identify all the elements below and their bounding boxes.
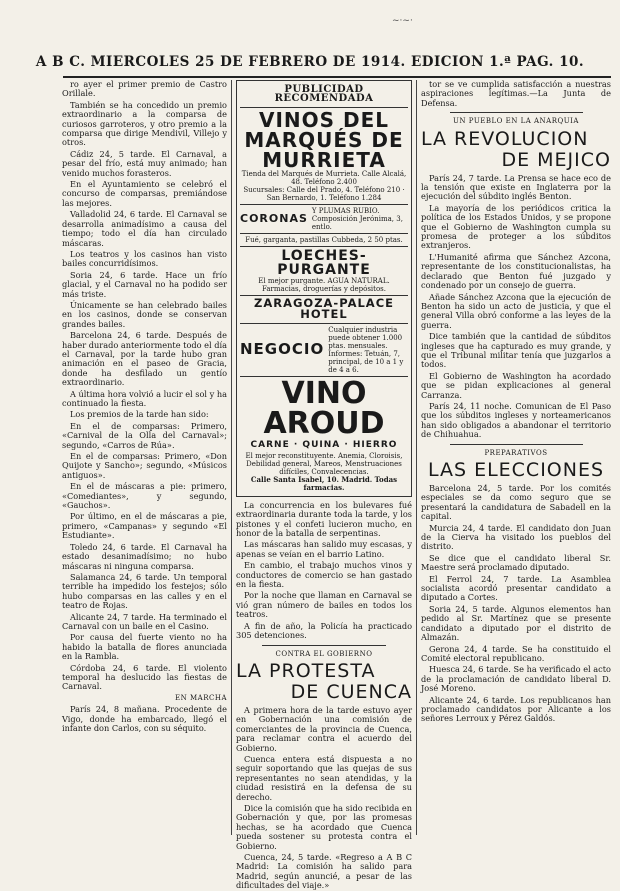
ad-negocio — [240, 324, 408, 377]
ad-zaragoza-title: ZARAGOZA-PALACE HOTEL — [253, 295, 395, 322]
paragraph: La concurrencia en los bulevares fué extraordinaria durante toda la tarde, y los pistones y el confeti lucieron mucho, en honor de la batalla de serpentinas. — [236, 499, 412, 539]
ad-coronas-title: CORONAS — [240, 212, 308, 226]
ad-murrieta-address: Tienda del Marqués de Murrieta. Calle Alcalá, 48. Teléfono 2.400 — [241, 169, 407, 186]
paragraph: Murcia 24, 4 tarde. El candidato don Juan de la Cierva ha visitado los pueblos del distrito. — [421, 522, 611, 552]
page-header: A B C. MIERCOLES 25 DE FEBRERO DE 1914. EDICION 1.ª PAG. 10. — [35, 54, 585, 70]
paragraph: Los premios de la tarde han sido: — [70, 409, 209, 420]
column-right — [421, 80, 611, 830]
paragraph: Cádiz 24, 5 tarde. El Carnaval, a pesar del frío, está muy animado; han venido muchos forasteros. — [62, 148, 227, 178]
paragraph: Se dice que el candidato liberal Sr. Maestre será proclamado diputado. — [421, 552, 611, 573]
ad-coronas — [240, 205, 408, 234]
junta-defensa-text — [421, 80, 611, 108]
paragraph: Alicante 24, 7 tarde. Ha terminado el Carnaval con un baile en el Casino. — [62, 611, 227, 631]
paragraph: A primera hora de la tarde estuvo ayer en Gobernación una comisión de comerciantes de la provincia de Cuenca, para reclamar contra el acuerdo del Gobierno. — [236, 704, 412, 753]
headline-revolucion-mejico — [421, 129, 611, 171]
separator — [262, 645, 385, 646]
paragraph: En cambio, el trabajo muchos vinos y conductores de comercio se han gastado en la fiesta. — [236, 560, 412, 590]
header-rule — [63, 76, 611, 78]
paragraph: Por último, en el de máscaras a pie, primero, «Campanas» y segundo «El Estudiante». — [62, 511, 227, 541]
elecciones-text — [421, 484, 611, 724]
ad-pastillas: Fué, garganta, pastillas Cubbeda, 2 50 ptas. — [240, 234, 408, 247]
paragraph: Cuenca entera está dispuesta a no seguir soportando que las quejas de sus representantes no sean atendidas, y la ciudad resistirá en la defensa de su derecho. — [236, 753, 412, 802]
ad-murrieta-branches: Sucursales: Calle del Prado, 4. Teléfono 210 · San Bernardo, 1. Teléfono 1.284 — [243, 185, 405, 202]
headline-elecciones: LAS ELECCIONES — [427, 459, 605, 481]
paragraph: También se ha concedido un premio extraordinario a la comparsa de curiosos garroteros, y otro premio a la comparsa que dirige Mendivil, Villejo y otros. — [62, 99, 227, 148]
paragraph: Dice también que la cantidad de súbditos ingleses que ha capturado es muy grande, y que el Tribunal militar tenía que juzgarlos a todos. — [421, 331, 611, 370]
ad-negocio-title: NEGOCIO — [240, 340, 325, 359]
column-divider — [416, 80, 417, 835]
ad-murrieta-title: VINOS DEL MARQUÉS DE MURRIETA — [244, 107, 404, 172]
column-middle — [236, 80, 412, 891]
paragraph: Únicamente se han celebrado bailes en los casinos, donde se conservan grandes bailes. — [62, 299, 227, 329]
section-tag: UN PUEBLO EN LA ANARQUIA — [453, 117, 579, 126]
paragraph: Gerona 24, 4 tarde. Se ha constituido el Comité electoral republicano. — [421, 643, 611, 663]
ad-coronas-text: Y PLUMAS RUBIO. Composición Jerónima, 3, entlo. — [311, 206, 403, 231]
paragraph: Cuenca, 24, 5 tarde. «Regreso a A B C Madrid: La comisión ha salido para Madrid, según anuncié, a pesar de las dificultades del viaje.» — [236, 852, 412, 891]
section-tag: PREPARATIVOS — [484, 448, 548, 457]
paragraph: París 24, 7 tarde. La Prensa se hace eco de la tensión que existe en Inglaterra por la ejecución del súbdito inglés Benton. — [421, 172, 611, 202]
paragraph: Valladolid 24, 6 tarde. El Carnaval se desarrolla animadísimo a causa del tiempo; todo el día han circulado máscaras. — [62, 209, 227, 248]
headline-line: DE CUENCA — [290, 680, 412, 703]
headline-line: DE MEJICO — [501, 148, 611, 171]
paragraph: Alicante 24, 6 tarde. Los republicanos han proclamado candidatos por Alicante a los señores Lerroux y Pérez Galdós. — [421, 694, 611, 724]
paragraph: Añade Sánchez Azcona que la ejecución de Benton ha sido un acto de justicia, y que el general Villa obró conforme a las leyes de la guerra. — [421, 291, 611, 330]
ad-vino-aroud-title: VINO AROUD — [263, 375, 385, 441]
ad-loeches-text: El mejor purgante. AGUA NATURAL. Farmacias, droguerías y depósitos. — [258, 276, 390, 293]
paragraph: Las máscaras han salido muy escasas, y apenas se veían en el barrio Latino. — [236, 539, 412, 559]
column-divider — [231, 80, 232, 835]
paragraph: Soria 24, 6 tarde. Hace un frío glacial, y el Carnaval no ha podido ser más triste. — [62, 269, 227, 299]
paragraph: Salamanca 24, 6 tarde. Un temporal terrible ha impedido los festejos; sólo hubo comparsas en las calles y en el teatro de Rojas. — [62, 571, 227, 611]
paragraph: Huesca 24, 6 tarde. Se ha verificado el acto de la proclamación de candidato liberal D. José Moreno. — [421, 664, 611, 694]
paragraph: El Gobierno de Washington ha acordado que se pidan explicaciones al general Carranza. — [421, 370, 611, 400]
paragraph: ro ayer el primer premio de Castro Orillale. — [62, 79, 227, 99]
section-tag: CONTRA EL GOBIERNO — [275, 649, 373, 658]
paragraph: En el de máscaras a pie: primero, «Comediantes», y segundo, «Gauchos». — [62, 481, 227, 511]
ad-negocio-text: Cualquier industria puede obtener 1.000 ptas. mensuales. Informes: Tetuán, 7, principal, de 10 a 1 y de 4 a 6. — [328, 325, 404, 374]
headline-line: LA REVOLUCION — [421, 127, 589, 150]
paragraph: Barcelona 24, 6 tarde. Después de haber durado anteriormente todo el día el Carnaval, por la tarde hubo gran animación en el paseo de Gracia, donde ha desfilado un gentío extraordinario. — [62, 330, 227, 388]
ad-vino-aroud-text: El mejor reconstituyente. Anemia, Cloroisis, Debilidad general, Mareos, Menstruaciones difíciles, Convalecencias. — [245, 451, 403, 476]
column-left — [62, 80, 227, 830]
ad-section-header: PUBLICIDAD RECOMENDADA — [240, 83, 408, 108]
paragraph: Por la noche que llaman en Carnaval se vió gran número de bailes en todos los teatros. — [236, 590, 412, 620]
ad-murrieta — [240, 108, 408, 205]
paragraph: El Ferrol 24, 7 tarde. La Asamblea socialista acordó presentar candidato a diputado a Cortes. — [421, 573, 611, 603]
paragraph: A fin de año, la Policía ha practicado 305 detenciones. — [236, 620, 412, 641]
separator — [450, 112, 583, 113]
separator — [450, 444, 583, 445]
pencil-mark: ~·~· — [392, 16, 413, 26]
ad-vino-aroud-footer: Calle Santa Isabel, 10. Madrid. Todas farmacias. — [250, 474, 398, 492]
advertising-box — [236, 80, 412, 497]
paragraph: Soria 24, 5 tarde. Algunos elementos han pedido al Sr. Martínez que se presente candidato a diputado por el distrito de Almazán. — [421, 603, 611, 643]
paragraph: L'Humanité afirma que Sánchez Azcona, representante de los constitucionalistas, ha declarado que Benton fué juzgado y condenado por un consejo de guerra. — [421, 251, 611, 291]
paragraph: Dice la comisión que ha sido recibida en Gobernación y que, por las promesas hechas, se ha acordado que Cuenca pueda sostener su protesta contra el Gobierno. — [236, 802, 412, 851]
ad-loeches — [240, 247, 408, 296]
paragraph: París 24, 8 mañana. Procedente de Vigo, donde ha embarcado, llegó el infante don Carlos, con su séquito. — [62, 704, 227, 733]
paragraph: Córdoba 24, 6 tarde. El violento temporal ha deslucido las fiestas de Carnaval. — [62, 662, 227, 692]
paragraph: En el Ayuntamiento se celebró el concurso de comparsas, premiándose las mejores. — [62, 179, 227, 208]
paragraph: Barcelona 24, 5 tarde. Por los comités especiales se da como seguro que se presentará la candidatura de Sabadell en la capital. — [421, 483, 611, 522]
ad-zaragoza — [240, 296, 408, 324]
paragraph: tor se ve cumplida satisfacción a nuestras aspiraciones legítimas.—La Junta de Defensa. — [421, 79, 611, 108]
headline-line: LA PROTESTA — [236, 659, 376, 682]
paragraph: A última hora volvió a lucir el sol y ha continuado la fiesta. — [62, 388, 228, 408]
paragraph: EN MARCHA — [175, 693, 227, 702]
paragraph: La mayoría de los periódicos critica la política de los Estados Unidos, y se propone que el Gobierno de Washington cumpla su promesa de proteger a los súbditos extranjeros. — [421, 202, 611, 251]
paragraph: En el de comparsas: Primero, «Don Quijote y Sancho»; segundo, «Músicos antiguos». — [62, 451, 227, 480]
paragraph: Por causa del fuerte viento no ha habido la batalla de flores anunciada en la Rambla. — [62, 632, 227, 662]
revolucion-mejico-text — [421, 174, 611, 440]
ad-vino-aroud — [240, 377, 408, 494]
paragraph: Los teatros y los casinos han visto bailes concurridísimos. — [62, 248, 227, 269]
ad-vino-aroud-subtitle: CARNE · QUINA · HIERRO — [250, 439, 398, 450]
paragraph: París 24, 11 noche. Comunican de El Paso que los súbditos ingleses y norteamericanos han sido obligados a abandonar el territorio de Chihuahua. — [421, 400, 611, 440]
protesta-cuenca-text — [236, 706, 412, 891]
ad-loeches-title: LOECHES-PURGANTE — [277, 247, 371, 278]
headline-protesta-cuenca — [236, 661, 412, 703]
paragraph: En el de comparsas: Primero, «Carnival de la Olla del Carnaval»; segundo, «Carros de Rúa». — [62, 420, 227, 450]
paragraph: Toledo 24, 6 tarde. El Carnaval ha estado desanimadísimo; no hubo máscaras ni ninguna comparsa. — [62, 541, 227, 571]
carnival-paris-text — [236, 501, 412, 641]
